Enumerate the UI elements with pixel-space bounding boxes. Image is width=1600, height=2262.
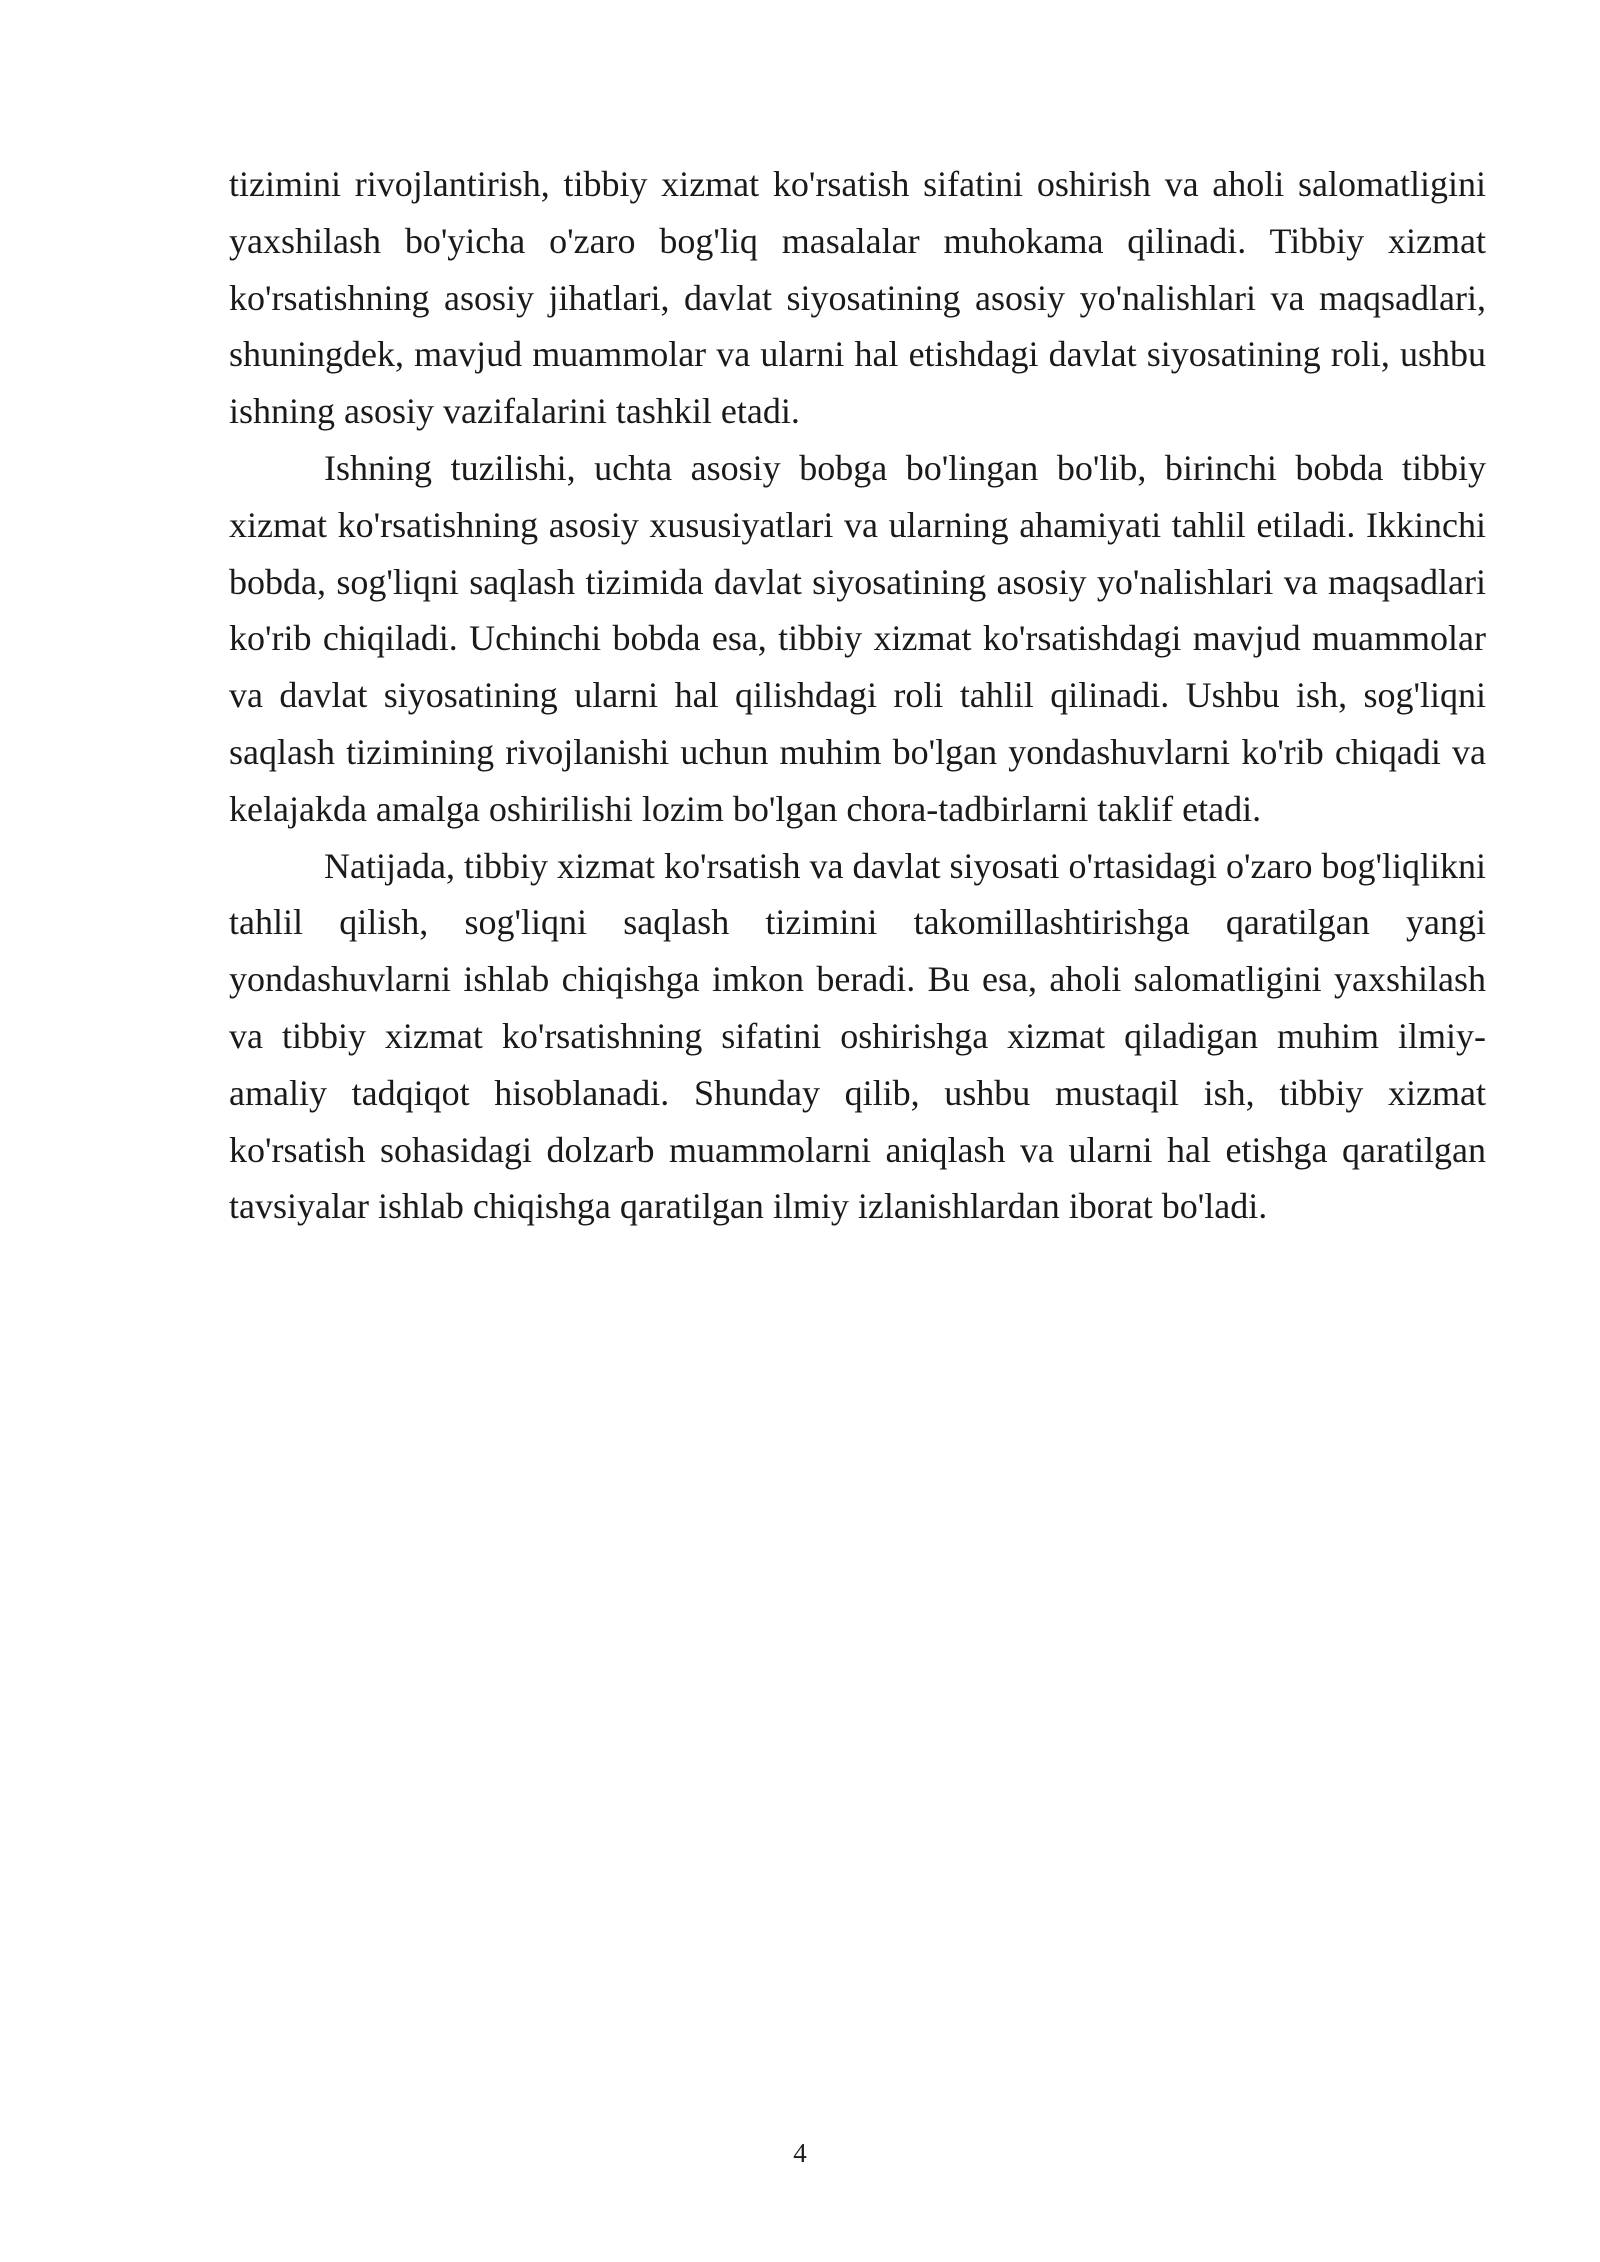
paragraph-continuation: tizimini rivojlantirish, tibbiy xizmat ko'rsatish sifatini oshirish va aholi salomatligini yaxshilash bo'yicha o'zaro bog'liq masalalar muhokama qilinadi. Tibbiy xizmat ko'rsatishning asosiy jihatlari, davlat siyosatining asosiy yo'nalishlari va maqsadlari, shuningdek, mavjud muammolar va ularni hal etishdagi davlat siyosatining roli, ushbu ishning asosiy vazifalarini tashkil etadi. <box>229 164 1486 432</box>
body-text <box>229 156 1486 1235</box>
paragraph-structure: Ishning tuzilishi, uchta asosiy bobga bo'lingan bo'lib, birinchi bobda tibbiy xizmat ko'rsatishning asosiy xususiyatlari va ularning ahamiyati tahlil etiladi. Ikkinchi bobda, sog'liqni saqlash tizimida davlat siyosatining asosiy yo'nalishlari va maqsadlari ko'rib chiqiladi. Uchinchi bobda esa, tibbiy xizmat ko'rsatishdagi mavjud muammolar va davlat siyosatining ularni hal qilishdagi roli tahlil qilinadi. Ushbu ish, sog'liqni saqlash tizimining rivojlanishi uchun muhim bo'lgan yondashuvlarni ko'rib chiqadi va kelajakda amalga oshirilishi lozim bo'lgan chora-tadbirlarni taklif etadi. <box>229 447 1486 829</box>
paragraph-conclusion: Natijada, tibbiy xizmat ko'rsatish va davlat siyosati o'rtasidagi o'zaro bog'liqlikni tahlil qilish, sog'liqni saqlash tizimini takomillashtirishga qaratilgan yangi yondashuvlarni ishlab chiqishga imkon beradi. Bu esa, aholi salomatligini yaxshilash va tibbiy xizmat ko'rsatishning sifatini oshirishga xizmat qiladigan muhim ilmiy-amaliy tadqiqot hisoblanadi. Shunday qilib, ushbu mustaqil ish, tibbiy xizmat ko'rsatish sohasidagi dolzarb muammolarni aniqlash va ularni hal etishga qaratilgan tavsiyalar ishlab chiqishga qaratilgan ilmiy izlanishlardan iborat bo'ladi. <box>229 845 1486 1227</box>
page-number: 4 <box>793 2138 807 2168</box>
